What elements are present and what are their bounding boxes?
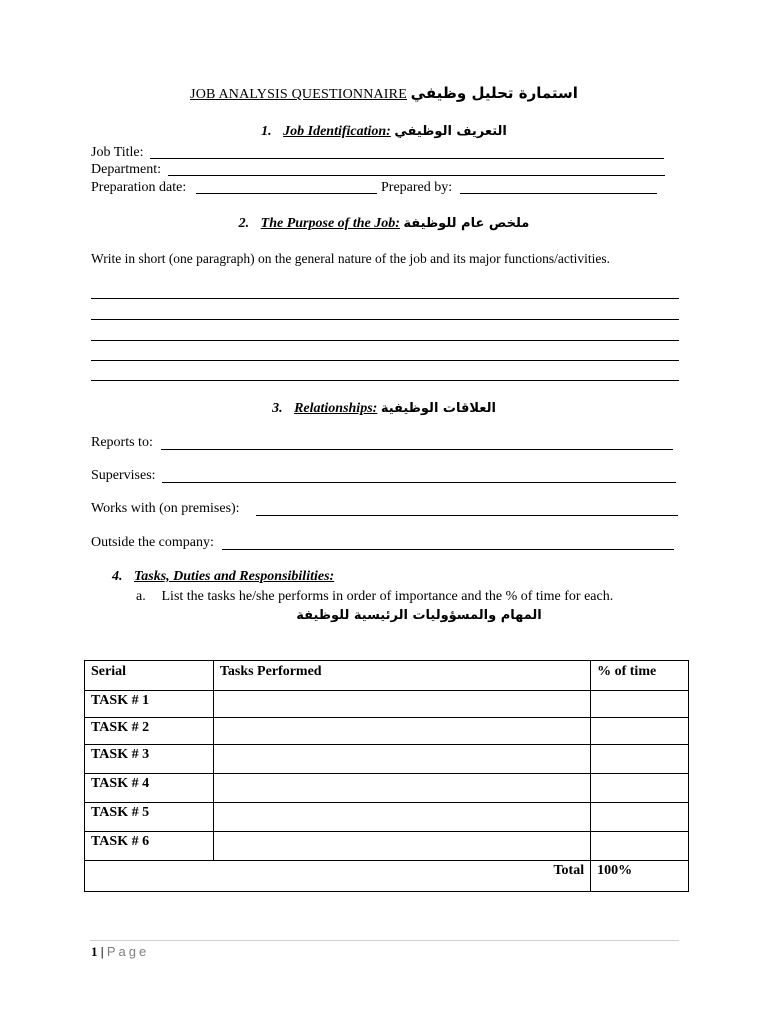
preparation-date-field[interactable]: [196, 193, 377, 194]
section-4-arabic: المهام والمسؤوليات الرئيسية للوظيفة: [296, 608, 542, 623]
section-1-arabic: التعريف الوظيفي: [394, 124, 507, 139]
reports-to-field[interactable]: [161, 449, 673, 450]
section-1-heading: [0, 124, 768, 140]
title-english: JOB ANALYSIS QUESTIONNAIRE: [190, 87, 407, 102]
purpose-line[interactable]: [91, 360, 679, 361]
header-percent-time: % of time: [591, 661, 689, 691]
section-3-label: Relationships:: [294, 401, 378, 416]
outside-company-label: Outside the company:: [91, 535, 214, 550]
task-time-cell[interactable]: [591, 745, 689, 774]
purpose-instruction: Write in short (one paragraph) on the general nature of the job and its major functions/activities.: [91, 251, 611, 266]
section-4-heading: [112, 569, 334, 585]
works-with-field[interactable]: [256, 515, 678, 516]
table-row: [85, 745, 689, 774]
document-title: [0, 84, 768, 103]
purpose-line[interactable]: [91, 340, 679, 341]
purpose-line[interactable]: [91, 298, 679, 299]
table-row: [85, 832, 689, 861]
task-time-cell[interactable]: [591, 774, 689, 803]
tasks-table: [84, 660, 689, 892]
task-performed-cell[interactable]: [213, 691, 590, 718]
task-performed-cell[interactable]: [213, 774, 590, 803]
table-row: [85, 691, 689, 718]
task-time-cell[interactable]: [591, 803, 689, 832]
table-row: [85, 774, 689, 803]
header-serial: Serial: [85, 661, 214, 691]
task-serial: TASK # 6: [85, 832, 214, 861]
works-with-label: Works with (on premises):: [91, 501, 240, 516]
table-header-row: [85, 661, 689, 691]
job-title-label: Job Title:: [91, 145, 144, 160]
preparation-date-label: Preparation date:: [91, 180, 187, 195]
section-2-arabic: ملخص عام للوظيفة: [403, 216, 530, 231]
task-serial: TASK # 2: [85, 718, 214, 745]
header-tasks-performed: Tasks Performed: [213, 661, 590, 691]
task-serial: TASK # 1: [85, 691, 214, 718]
purpose-line[interactable]: [91, 319, 679, 320]
section-1-number: 1.: [261, 124, 272, 139]
table-row: [85, 718, 689, 745]
task-performed-cell[interactable]: [213, 718, 590, 745]
task-performed-cell[interactable]: [213, 832, 590, 861]
section-2-number: 2.: [238, 216, 250, 231]
section-4-number: 4.: [112, 569, 123, 584]
reports-to-label: Reports to:: [91, 435, 153, 450]
purpose-line[interactable]: [91, 380, 679, 381]
title-arabic: استمارة تحليل وظيفي: [410, 84, 578, 102]
table-total-row: [85, 861, 689, 892]
page-footer: [91, 944, 149, 960]
section-3-heading: [0, 401, 768, 417]
supervises-label: Supervises:: [91, 468, 156, 483]
outside-company-field[interactable]: [222, 549, 674, 550]
task-performed-cell[interactable]: [213, 745, 590, 774]
total-value: 100%: [591, 861, 689, 892]
page-separator: |: [100, 944, 104, 959]
page-word: Page: [106, 944, 150, 959]
section-2-heading: [0, 216, 768, 232]
section-2-label: The Purpose of the Job:: [260, 216, 400, 231]
prepared-by-field[interactable]: [460, 193, 657, 194]
task-performed-cell[interactable]: [213, 803, 590, 832]
department-label: Department:: [91, 162, 161, 177]
section-3-number: 3.: [272, 401, 283, 416]
supervises-field[interactable]: [162, 482, 676, 483]
department-field[interactable]: [168, 175, 665, 176]
task-time-cell[interactable]: [591, 718, 689, 745]
page-number: 1: [91, 944, 98, 959]
section-4-label: Tasks, Duties and Responsibilities:: [134, 569, 335, 584]
task-serial: TASK # 3: [85, 745, 214, 774]
task-serial: TASK # 4: [85, 774, 214, 803]
task-time-cell[interactable]: [591, 832, 689, 861]
job-title-field[interactable]: [150, 158, 664, 159]
section-4-item-text: List the tasks he/she performs in order of importance and the % of time for each.: [161, 589, 614, 604]
table-row: [85, 803, 689, 832]
prepared-by-label: Prepared by:: [381, 180, 453, 195]
task-time-cell[interactable]: [591, 691, 689, 718]
section-1-label: Job Identification:: [283, 124, 391, 139]
section-4-item: [136, 589, 613, 605]
section-4-item-letter: a.: [136, 589, 146, 604]
total-label: Total: [85, 861, 591, 892]
section-3-arabic: العلاقات الوظيفية: [380, 401, 496, 416]
task-serial: TASK # 5: [85, 803, 214, 832]
footer-divider: [90, 940, 679, 941]
